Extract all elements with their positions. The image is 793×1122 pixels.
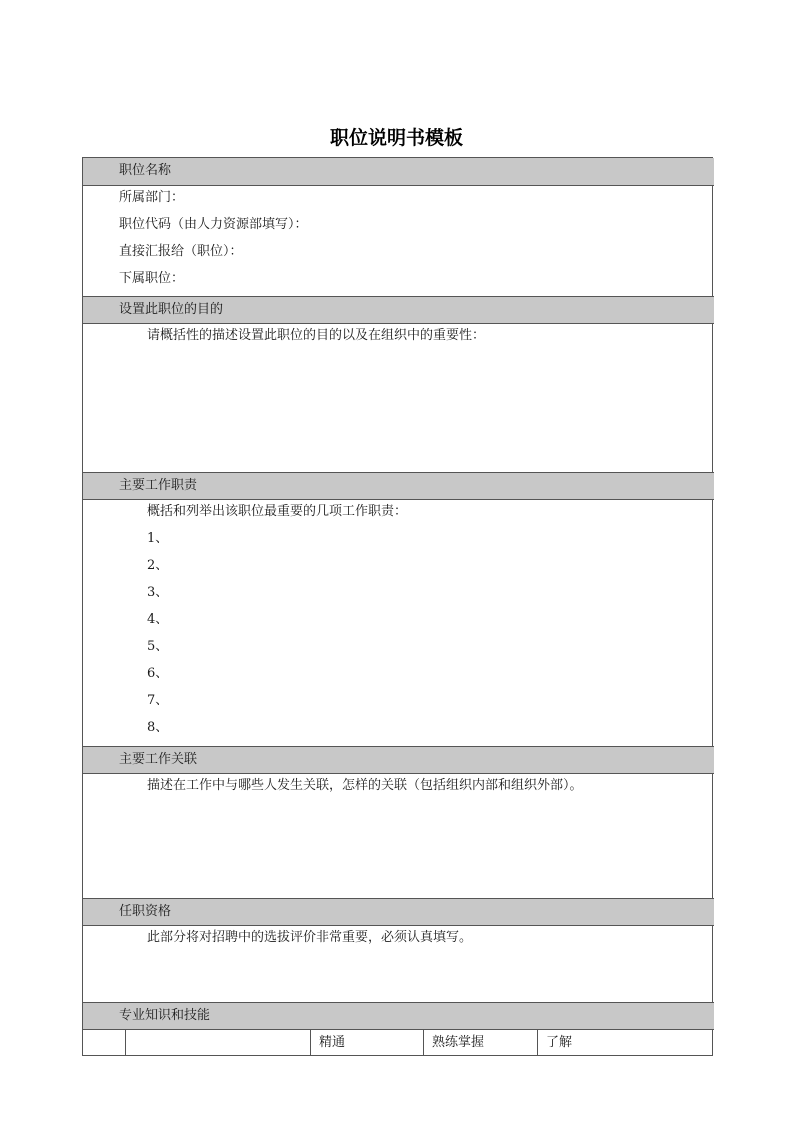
duty-item-5[interactable]: 5、: [147, 639, 169, 654]
duty-item-6[interactable]: 6、: [147, 666, 169, 681]
skill-level-expert: 精通: [319, 1035, 346, 1050]
skill-level-proficient: 熟练掌握: [432, 1035, 485, 1050]
skills-col-divider: [310, 1030, 311, 1056]
subordinates-field[interactable]: 下属职位：: [119, 271, 185, 286]
skill-level-familiar: 了解: [546, 1035, 573, 1050]
page-title: 职位说明书模板: [329, 127, 463, 149]
section-header-position-name: 职位名称: [83, 158, 714, 186]
skills-col-divider: [537, 1030, 538, 1056]
section-header-qualifications: 任职资格: [83, 898, 714, 926]
duty-item-4[interactable]: 4、: [147, 612, 169, 627]
job-description-form: [82, 157, 713, 1056]
skills-col-divider: [125, 1030, 126, 1056]
section-header-purpose: 设置此职位的目的: [83, 296, 714, 324]
duty-item-2[interactable]: 2、: [147, 558, 169, 573]
duty-item-3[interactable]: 3、: [147, 585, 169, 600]
department-field[interactable]: 所属部门：: [119, 190, 185, 205]
position-code-field[interactable]: 职位代码（由人力资源部填写）：: [119, 217, 308, 232]
duties-instruction: 概括和列举出该职位最重要的几项工作职责：: [147, 504, 408, 519]
duty-item-8[interactable]: 8、: [147, 720, 169, 735]
duty-item-1[interactable]: 1、: [147, 531, 169, 546]
qualifications-instruction: 此部分将对招聘中的选拔评价非常重要，必须认真填写。: [147, 930, 473, 945]
section-header-duties: 主要工作职责: [83, 472, 714, 500]
section-header-relations: 主要工作关联: [83, 746, 714, 774]
relations-instruction: 描述在工作中与哪些人发生关联，怎样的关联（包括组织内部和组织外部）。: [147, 778, 583, 793]
duty-item-7[interactable]: 7、: [147, 693, 169, 708]
skills-col-divider: [423, 1030, 424, 1056]
purpose-instruction: 请概括性的描述设置此职位的目的以及在组织中的重要性：: [147, 328, 486, 343]
reports-to-field[interactable]: 直接汇报给（职位）：: [119, 244, 243, 259]
section-header-skills: 专业知识和技能: [83, 1002, 714, 1030]
